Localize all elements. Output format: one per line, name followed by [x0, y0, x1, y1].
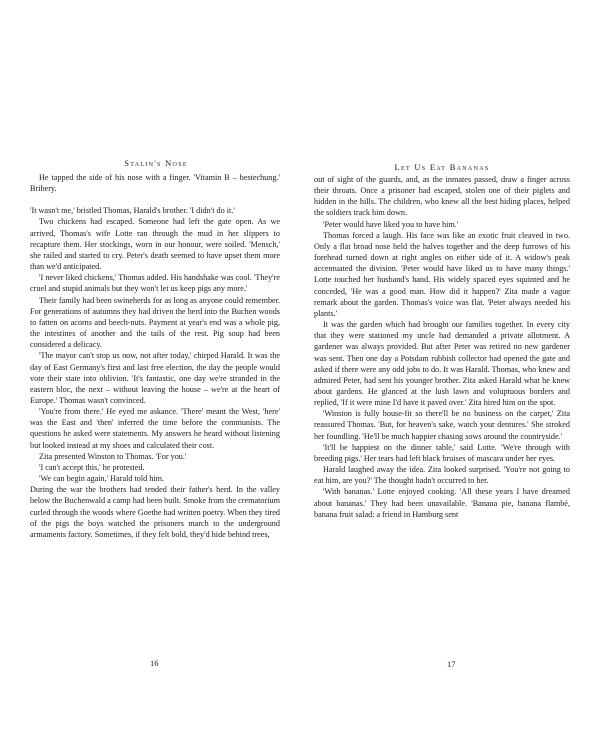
paragraph: 'I never liked chickens,' Thomas added. His handshake was cool. 'They're cruel and stupid animals but they won't let us keep pigs any more.' — [30, 273, 280, 294]
page-number-right: 17 — [447, 659, 456, 669]
paragraph: 'The mayor can't stop us now, not after today,' chirped Harald. It was the day of East Germany's first and last free election, the day the people would vote their state into oblivion. 'It's fantastic, one day we're stranded in the eastern bloc, the next – without leaving the house – we're at the heart of Europe.' Thomas wasn't convinced. — [30, 351, 280, 405]
running-head-right: Let Us Eat Bananas — [394, 162, 490, 172]
page-number-left: 16 — [150, 658, 159, 668]
paragraph: 'Winston is fully house-fit so there'll be no business on the carpet,' Zita reassured Thomas. 'But, for heaven's sake, watch your dentures.' She stroked her foundling. 'He'll be much happier chasing sows around the countryside.' — [314, 409, 570, 441]
running-head-left: Stalin's Nose — [124, 158, 188, 168]
paragraph: He tapped the side of his nose with a finger. 'Vitamin B – bestechung.' Bribery. — [30, 173, 280, 194]
paragraph: It was the garden which had brought our families together. In every city that they were stationed my uncle had demanded a private allotment. A gardener was always provided. But after Peter was retired no new gardener was sent. Then one day a Potsdam rubbish collector had opened the gate and asked if there were any odd jobs to do. It was Harald. Thomas, who knew and admired Peter, had sent his younger brother. Zita asked Harald what he knew about gardens. He glanced at the lush lawn and voluptuous borders and replied, 'If it were mine I'd have it paved over.' Zita hired him on the spot. — [314, 320, 570, 408]
paragraph: 'With bananas.' Lotte enjoyed cooking. 'All these years I have dreamed about bananas.' They had been unavailable. 'Banana pie, banana flambé, banana fruit salad: a friend in Hamburg sent — [314, 487, 570, 519]
paragraph: Harald laughed away the idea. Zita looked surprised. 'You're not going to eat him, are you?' The thought hadn't occurred to her. — [314, 465, 570, 486]
paragraph: Two chickens had escaped. Someone had left the gate open. As we arrived, Thomas's wife Lotte ran through the mud in her slippers to recapture them. Her stockings, worn in our honour, were soiled. 'Mensch,' she railed and started to cry. Peter's death seemed to have upset them more than we'd anticipated. — [30, 217, 280, 272]
paragraph: Zita presented Winston to Thomas. 'For you.' — [39, 451, 187, 461]
paragraph: 'I can't accept this,' he protested. — [39, 462, 145, 472]
paragraph: During the war the brothers had tended their father's herd. In the valley below the Buchenwald a camp had been built. Smoke from the crematorium curled through the woods where Goethe had written poetry. When they tired of the pigs the boys watched the prisoners march to the underground armaments factory. Sometimes, if they felt bold, they'd hide behind trees, — [30, 485, 280, 539]
paragraph: out of sight of the guards, and, as the inmates passed, draw a finger across their throats. Once a prisoner had escaped, stolen one of their piglets and hidden in the hills. The children, who knew all the best hiding places, helped the soldiers track him down. — [314, 175, 570, 218]
right-page-text — [314, 174, 570, 520]
right-page — [300, 0, 600, 750]
paragraph: Their family had been swineherds for as long as anyone could remember. For generations of autumns they had driven the herd into the Buchen woods to fatten on acorns and beech-nuts. Payment at year's end was a whole pig, the intestines of another and the tails of the rest. Pig soup had been considered a delicacy. — [30, 295, 280, 350]
paragraph: 'It'll be happiest on the dinner table,' said Lotte. 'We're through with breeding pigs.' Her tears had left black bruises of mascara under her eyes. — [314, 442, 570, 463]
paragraph: 'We can begin again,' Harald told him. — [39, 474, 165, 484]
left-page-text — [30, 172, 280, 540]
paragraph: 'Peter would have liked you to have him.' — [323, 219, 459, 229]
paragraph: Thomas forced a laugh. His face was like an exotic fruit cleaved in two. Only a flat broad nose held the halves together and the deep furrows of his forehead turned down at right angles on either side of it. A widow's peak accentuated the division. 'Peter would have liked us to have many things.' Lotte touched her husband's hand. His widely spaced eyes squinted and he conceded, 'He was a good man. How did it happen?' Zita made a vague remark about the garden. Thomas's voice was flat. 'Peter always needed his plants.' — [314, 230, 570, 318]
paragraph: 'It wasn't me,' bristled Thomas, Harald's brother. 'I didn't do it.' — [30, 206, 235, 216]
paragraph: 'You're from there.' He eyed me askance. 'There' meant the West, 'here' was the East and 'then' inferred the time before the communists. The questions he asked were statements. My answers he heard without listening but looked instead at my shoes and calculated their cost. — [30, 407, 280, 450]
